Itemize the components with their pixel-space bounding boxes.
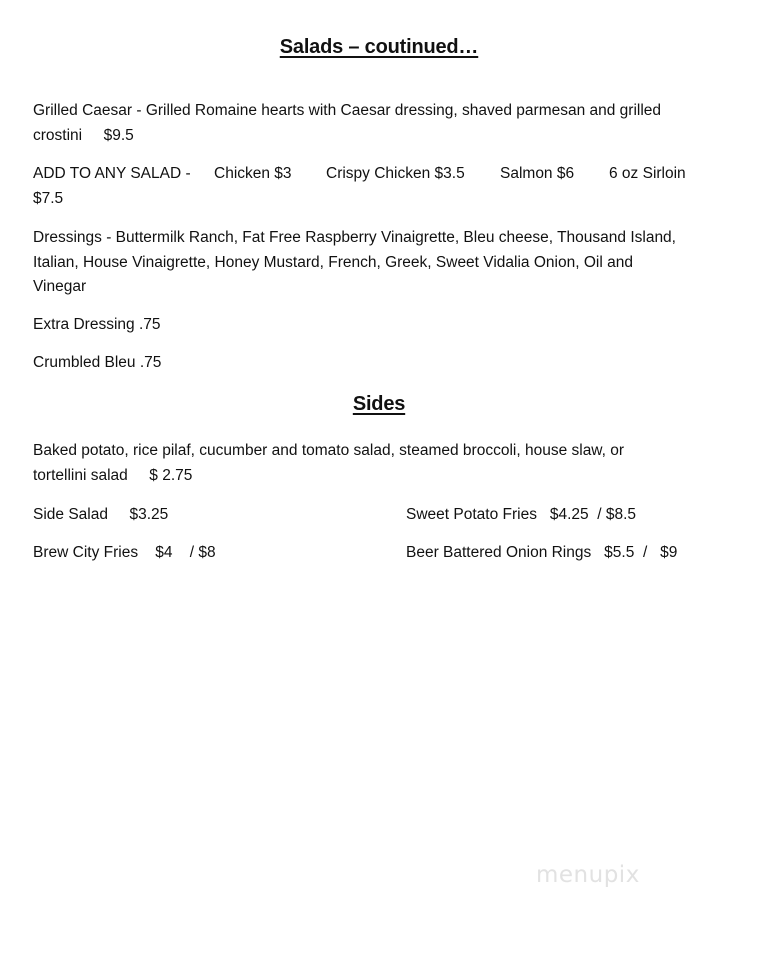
brew-city-fries: Brew City Fries $4 / $8: [33, 544, 216, 561]
menupix-watermark: menupix: [536, 862, 640, 888]
add-sirloin-price: $7.5: [33, 190, 64, 207]
add-to-salad-label: ADD TO ANY SALAD -: [33, 165, 191, 182]
add-crispy-chicken: Crispy Chicken $3.5: [326, 165, 465, 182]
add-salmon: Salmon $6: [500, 165, 575, 182]
sweet-potato-fries: Sweet Potato Fries $4.25 / $8.5: [406, 506, 637, 523]
grilled-caesar-line1: Grilled Caesar - Grilled Romaine hearts with Caesar dressing, shaved parmesan and grilled: [33, 102, 662, 119]
add-chicken: Chicken $3: [214, 165, 292, 182]
extra-dressing: Extra Dressing .75: [33, 316, 161, 333]
sides-choice-line1: Baked potato, rice pilaf, cucumber and tomato salad, steamed broccoli, house slaw, or: [33, 442, 625, 459]
dressings-line2: Italian, House Vinaigrette, Honey Mustard, French, Greek, Sweet Vidalia Onion, Oil and: [33, 254, 633, 271]
grilled-caesar-line2: crostini $9.5: [33, 127, 134, 144]
dressings-line1: Dressings - Buttermilk Ranch, Fat Free Raspberry Vinaigrette, Bleu cheese, Thousand Island,: [33, 229, 676, 246]
dressings-line3: Vinegar: [33, 278, 87, 295]
side-salad: Side Salad $3.25: [33, 506, 169, 523]
salads-title: Salads – coutinued…: [279, 36, 479, 58]
add-sirloin: 6 oz Sirloin: [609, 165, 686, 182]
crumbled-bleu: Crumbled Bleu .75: [33, 354, 162, 371]
onion-rings: Beer Battered Onion Rings $5.5 / $9: [406, 544, 678, 561]
sides-choice-line2: tortellini salad $ 2.75: [33, 467, 193, 484]
sides-title: Sides: [352, 393, 406, 415]
